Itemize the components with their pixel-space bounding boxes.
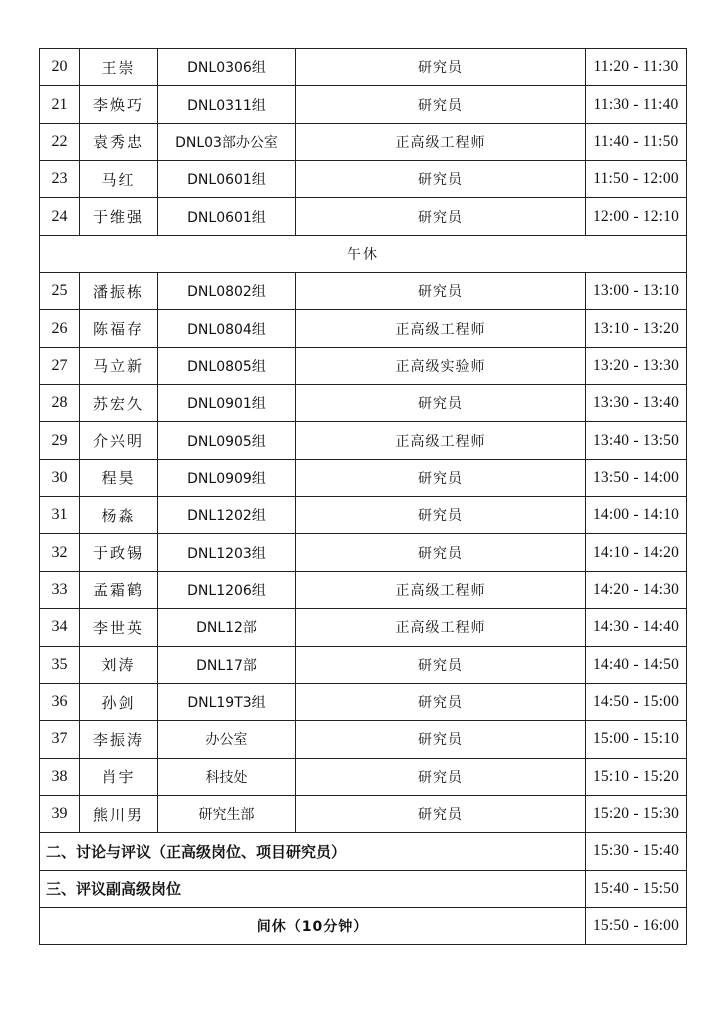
candidate-name: 介兴明 [80, 422, 158, 459]
candidate-group: DNL0901组 [158, 385, 296, 422]
row-number: 32 [40, 534, 80, 571]
candidate-name: 袁秀忠 [80, 123, 158, 160]
candidate-group: 科技处 [158, 758, 296, 795]
candidate-name: 李焕巧 [80, 86, 158, 123]
row-number: 23 [40, 161, 80, 198]
time-slot: 15:40 - 15:50 [586, 870, 687, 907]
schedule-row [40, 758, 687, 795]
candidate-title: 研究员 [296, 534, 586, 571]
row-number: 25 [40, 273, 80, 310]
candidate-title: 研究员 [296, 683, 586, 720]
section-label: 二、讨论与评议（正高级岗位、项目研究员） [40, 833, 586, 870]
row-number: 21 [40, 86, 80, 123]
schedule-row [40, 683, 687, 720]
time-slot: 14:10 - 14:20 [586, 534, 687, 571]
row-number: 31 [40, 497, 80, 534]
schedule-row [40, 497, 687, 534]
time-slot: 11:50 - 12:00 [586, 161, 687, 198]
candidate-name: 肖宇 [80, 758, 158, 795]
schedule-row [40, 422, 687, 459]
candidate-group: 办公室 [158, 721, 296, 758]
row-number: 30 [40, 459, 80, 496]
row-number: 35 [40, 646, 80, 683]
candidate-name: 李世英 [80, 609, 158, 646]
candidate-group: DNL0802组 [158, 273, 296, 310]
row-number: 28 [40, 385, 80, 422]
candidate-group: DNL0905组 [158, 422, 296, 459]
candidate-title: 正高级工程师 [296, 310, 586, 347]
candidate-title: 研究员 [296, 758, 586, 795]
candidate-title: 正高级工程师 [296, 123, 586, 160]
schedule-row [40, 721, 687, 758]
row-number: 24 [40, 198, 80, 235]
time-slot: 14:40 - 14:50 [586, 646, 687, 683]
candidate-group: DNL1202组 [158, 497, 296, 534]
candidate-name: 李振涛 [80, 721, 158, 758]
candidate-group: DNL0306组 [158, 49, 296, 86]
time-slot: 13:10 - 13:20 [586, 310, 687, 347]
time-slot: 14:50 - 15:00 [586, 683, 687, 720]
schedule-row [40, 310, 687, 347]
candidate-group: DNL0805组 [158, 347, 296, 384]
time-slot: 15:50 - 16:00 [586, 907, 687, 944]
candidate-title: 研究员 [296, 49, 586, 86]
candidate-name: 于维强 [80, 198, 158, 235]
candidate-name: 刘涛 [80, 646, 158, 683]
candidate-title: 研究员 [296, 497, 586, 534]
schedule-row [40, 609, 687, 646]
candidate-group: DNL12部 [158, 609, 296, 646]
row-number: 26 [40, 310, 80, 347]
candidate-name: 孙剑 [80, 683, 158, 720]
candidate-title: 正高级工程师 [296, 609, 586, 646]
candidate-title: 正高级工程师 [296, 571, 586, 608]
candidate-title: 研究员 [296, 273, 586, 310]
schedule-row [40, 161, 687, 198]
candidate-group: DNL0601组 [158, 161, 296, 198]
candidate-group: DNL1203组 [158, 534, 296, 571]
time-slot: 14:20 - 14:30 [586, 571, 687, 608]
candidate-name: 马红 [80, 161, 158, 198]
candidate-group: DNL1206组 [158, 571, 296, 608]
row-number: 27 [40, 347, 80, 384]
row-number: 22 [40, 123, 80, 160]
candidate-group: DNL0804组 [158, 310, 296, 347]
schedule-row [40, 86, 687, 123]
candidate-group: DNL17部 [158, 646, 296, 683]
schedule-row [40, 198, 687, 235]
candidate-name: 陈福存 [80, 310, 158, 347]
rest-break-row [40, 907, 687, 944]
candidate-name: 王崇 [80, 49, 158, 86]
candidate-group: 研究生部 [158, 795, 296, 832]
time-slot: 14:00 - 14:10 [586, 497, 687, 534]
time-slot: 13:00 - 13:10 [586, 273, 687, 310]
agenda-section-row [40, 833, 687, 870]
row-number: 33 [40, 571, 80, 608]
time-slot: 14:30 - 14:40 [586, 609, 687, 646]
schedule-row [40, 273, 687, 310]
candidate-title: 研究员 [296, 385, 586, 422]
candidate-title: 研究员 [296, 795, 586, 832]
candidate-title: 研究员 [296, 721, 586, 758]
candidate-name: 苏宏久 [80, 385, 158, 422]
agenda-section-row [40, 870, 687, 907]
candidate-title: 正高级工程师 [296, 422, 586, 459]
row-number: 34 [40, 609, 80, 646]
time-slot: 15:10 - 15:20 [586, 758, 687, 795]
candidate-group: DNL0909组 [158, 459, 296, 496]
time-slot: 11:40 - 11:50 [586, 123, 687, 160]
row-number: 38 [40, 758, 80, 795]
candidate-group: DNL03部办公室 [158, 123, 296, 160]
time-slot: 13:40 - 13:50 [586, 422, 687, 459]
candidate-group: DNL19T3组 [158, 683, 296, 720]
time-slot: 15:30 - 15:40 [586, 833, 687, 870]
candidate-name: 杨淼 [80, 497, 158, 534]
candidate-name: 孟霜鹤 [80, 571, 158, 608]
time-slot: 15:20 - 15:30 [586, 795, 687, 832]
rest-label: 间休（10分钟） [40, 907, 586, 944]
candidate-name: 马立新 [80, 347, 158, 384]
candidate-name: 于政锡 [80, 534, 158, 571]
row-number: 39 [40, 795, 80, 832]
schedule-row [40, 123, 687, 160]
schedule-row [40, 49, 687, 86]
candidate-name: 熊川男 [80, 795, 158, 832]
time-slot: 13:20 - 13:30 [586, 347, 687, 384]
schedule-table [39, 48, 687, 945]
candidate-group: DNL0311组 [158, 86, 296, 123]
candidate-name: 潘振栋 [80, 273, 158, 310]
row-number: 37 [40, 721, 80, 758]
time-slot: 13:30 - 13:40 [586, 385, 687, 422]
section-label: 三、评议副高级岗位 [40, 870, 586, 907]
time-slot: 11:20 - 11:30 [586, 49, 687, 86]
time-slot: 15:00 - 15:10 [586, 721, 687, 758]
break-label: 午休 [40, 235, 687, 272]
schedule-row [40, 534, 687, 571]
candidate-title: 研究员 [296, 86, 586, 123]
candidate-title: 研究员 [296, 459, 586, 496]
row-number: 29 [40, 422, 80, 459]
candidate-title: 研究员 [296, 646, 586, 683]
schedule-row [40, 571, 687, 608]
candidate-title: 研究员 [296, 198, 586, 235]
candidate-title: 研究员 [296, 161, 586, 198]
schedule-row [40, 646, 687, 683]
candidate-group: DNL0601组 [158, 198, 296, 235]
row-number: 36 [40, 683, 80, 720]
schedule-row [40, 347, 687, 384]
schedule-body [40, 49, 687, 945]
time-slot: 11:30 - 11:40 [586, 86, 687, 123]
candidate-name: 程昊 [80, 459, 158, 496]
time-slot: 12:00 - 12:10 [586, 198, 687, 235]
lunch-break-row [40, 235, 687, 272]
candidate-title: 正高级实验师 [296, 347, 586, 384]
row-number: 20 [40, 49, 80, 86]
schedule-row [40, 385, 687, 422]
schedule-row [40, 459, 687, 496]
time-slot: 13:50 - 14:00 [586, 459, 687, 496]
schedule-row [40, 795, 687, 832]
